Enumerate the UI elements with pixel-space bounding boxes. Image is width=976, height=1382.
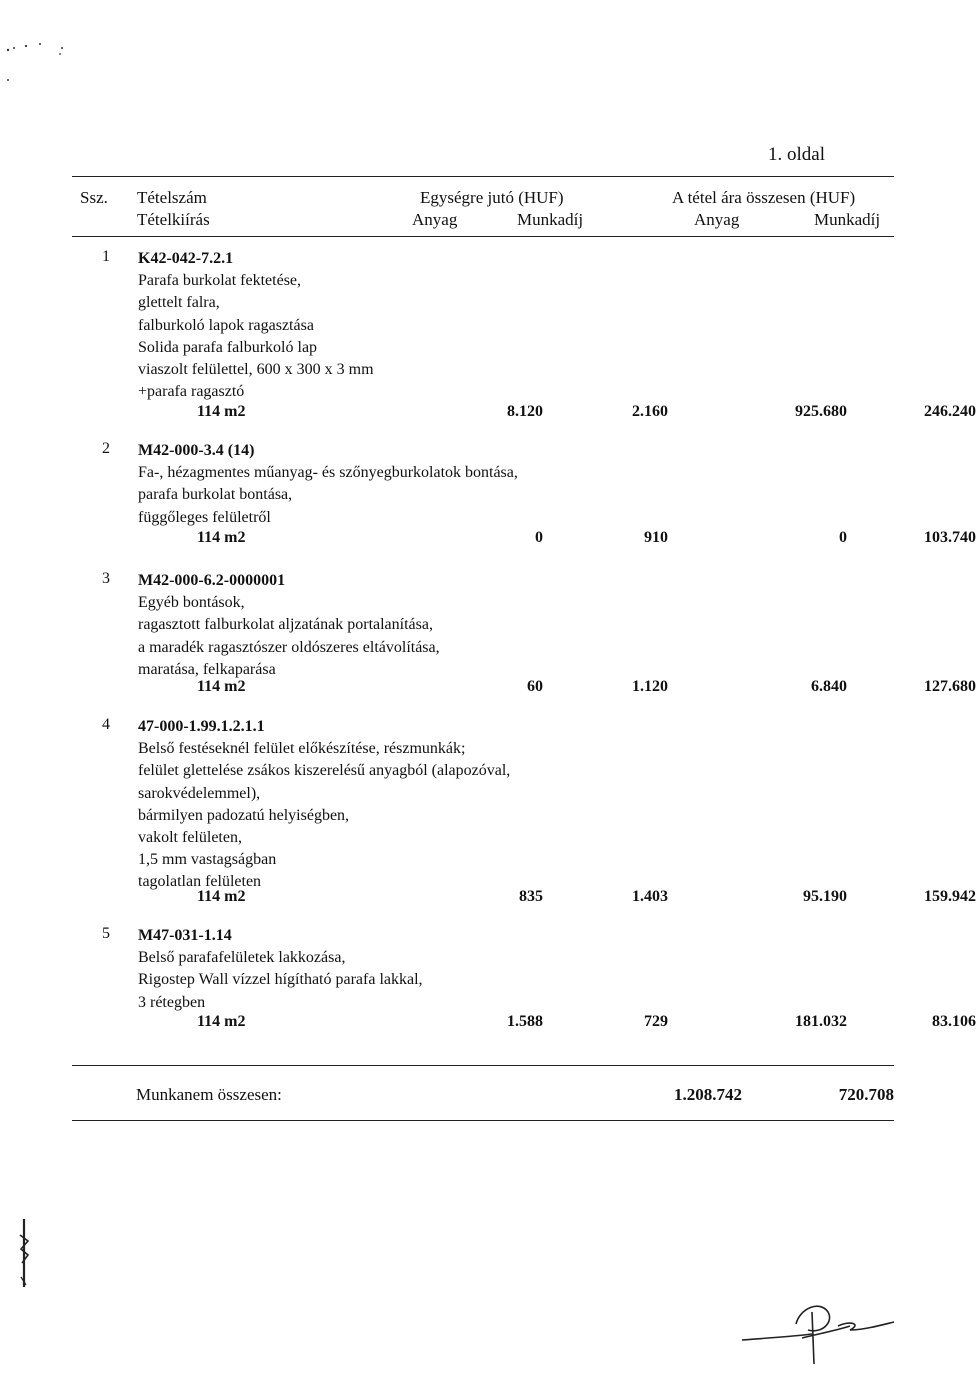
line-item <box>80 925 976 1035</box>
item-description-line: felület glettelése zsákos kiszerelésű anyagból (alapozóval, <box>138 762 511 780</box>
item-unit-munkadij: 729 <box>644 1013 668 1030</box>
item-description-line: a maradék ragasztószer oldószeres eltávolítása, <box>138 638 440 656</box>
item-code: M42-000-6.2-0000001 <box>138 572 286 589</box>
item-number: 1 <box>102 248 110 265</box>
signature <box>738 1290 898 1370</box>
item-description-line: Fa-, hézagmentes műanyag- és szőnyegburkolatok bontása, <box>138 464 518 482</box>
scan-specks <box>0 30 90 100</box>
item-code: 47-000-1.99.1.2.1.1 <box>138 718 265 735</box>
item-text <box>138 925 423 1014</box>
line-item <box>80 716 976 911</box>
item-text <box>138 570 440 681</box>
item-text <box>138 716 510 894</box>
col-unit-munkadij-header: Munkadíj <box>517 210 584 229</box>
item-quantity: 114 m2 <box>197 403 246 420</box>
item-description-line: Parafa burkolat fektetése, <box>138 272 302 290</box>
item-description-line: Belső festéseknél felület előkészítése, részmunkák; <box>138 740 466 758</box>
item-total-munkadij: 246.240 <box>924 403 976 420</box>
col-tetelszam-header: Tételszám <box>137 188 207 207</box>
item-description-line: Rigostep Wall vízzel hígítható parafa lakkal, <box>138 971 423 989</box>
item-description-line: 3 rétegben <box>138 993 206 1011</box>
col-unit-anyag-header: Anyag <box>412 210 458 229</box>
item-unit-munkadij: 910 <box>644 529 668 546</box>
item-total-munkadij: 83.106 <box>932 1013 976 1030</box>
item-unit-munkadij: 1.403 <box>632 888 668 905</box>
col-total-munkadij-header: Munkadíj <box>814 210 881 229</box>
item-number: 2 <box>102 440 110 457</box>
totals-top-rule <box>72 1065 894 1066</box>
col-total-anyag-header: Anyag <box>694 210 740 229</box>
item-description-line: sarokvédelemmel), <box>138 784 261 802</box>
col-total-price-header: A tétel ára összesen (HUF) <box>672 188 856 207</box>
totals-anyag: 1.208.742 <box>674 1085 742 1104</box>
item-description-line: bármilyen padozatú helyiségben, <box>138 806 350 824</box>
item-description-line: viaszolt felülettel, 600 x 300 x 3 mm <box>138 361 374 379</box>
item-unit-anyag: 8.120 <box>507 403 543 420</box>
item-description-line: parafa burkolat bontása, <box>138 486 293 504</box>
item-total-anyag: 95.190 <box>803 888 847 905</box>
item-description-line: 1,5 mm vastagságban <box>138 851 277 869</box>
item-total-anyag: 181.032 <box>795 1013 847 1030</box>
item-description-line: falburkoló lapok ragasztása <box>138 316 314 334</box>
item-quantity: 114 m2 <box>197 678 246 695</box>
item-total-munkadij: 159.942 <box>924 888 976 905</box>
header-top-rule <box>72 176 894 177</box>
item-description-line: vakolt felületen, <box>138 829 242 847</box>
col-tetelkiiras-header: Tételkiírás <box>137 210 210 229</box>
item-description-line: glettelt falra, <box>138 294 220 312</box>
item-quantity: 114 m2 <box>197 1013 246 1030</box>
item-unit-munkadij: 2.160 <box>632 403 668 420</box>
margin-mark <box>10 1215 40 1295</box>
item-unit-munkadij: 1.120 <box>632 678 668 695</box>
item-total-anyag: 0 <box>839 529 847 546</box>
totals-bottom-rule <box>72 1120 894 1121</box>
item-description-line: tagolatlan felületen <box>138 873 262 891</box>
totals-munkadij: 720.708 <box>838 1085 894 1104</box>
item-description-line: függőleges felületről <box>138 508 271 526</box>
item-quantity: 114 m2 <box>197 888 246 905</box>
item-description-line: Solida parafa falburkoló lap <box>138 338 318 356</box>
item-number: 4 <box>102 716 110 733</box>
item-number: 3 <box>102 570 110 587</box>
header-bottom-rule <box>72 236 894 237</box>
item-code: M42-000-3.4 (14) <box>138 442 255 459</box>
item-quantity: 114 m2 <box>197 529 246 546</box>
col-unit-price-header: Egységre jutó (HUF) <box>420 188 564 207</box>
item-unit-anyag: 0 <box>535 529 543 546</box>
item-description-line: Egyéb bontások, <box>138 594 245 612</box>
totals-label: Munkanem összesen: <box>136 1085 282 1104</box>
item-number: 5 <box>102 925 110 942</box>
col-ssz-header: Ssz. <box>80 188 108 207</box>
item-description-line: maratása, felkaparása <box>138 660 276 678</box>
item-unit-anyag: 60 <box>527 678 543 695</box>
line-item <box>80 570 976 700</box>
item-unit-anyag: 835 <box>519 888 543 905</box>
item-description-line: Belső parafafelületek lakkozása, <box>138 949 346 967</box>
item-code: K42-042-7.2.1 <box>138 250 234 267</box>
item-text <box>138 440 518 529</box>
item-unit-anyag: 1.588 <box>507 1013 543 1030</box>
item-description-line: ragasztott falburkolat aljzatának portalanítása, <box>138 616 433 634</box>
line-item <box>80 440 976 550</box>
item-code: M47-031-1.14 <box>138 927 232 944</box>
page-number: 1. oldal <box>768 144 825 165</box>
item-total-munkadij: 103.740 <box>924 529 976 546</box>
item-text <box>138 248 374 403</box>
item-total-anyag: 6.840 <box>811 678 847 695</box>
item-total-anyag: 925.680 <box>795 403 847 420</box>
item-description-line: +parafa ragasztó <box>138 383 245 401</box>
line-item <box>80 248 976 428</box>
item-total-munkadij: 127.680 <box>924 678 976 695</box>
